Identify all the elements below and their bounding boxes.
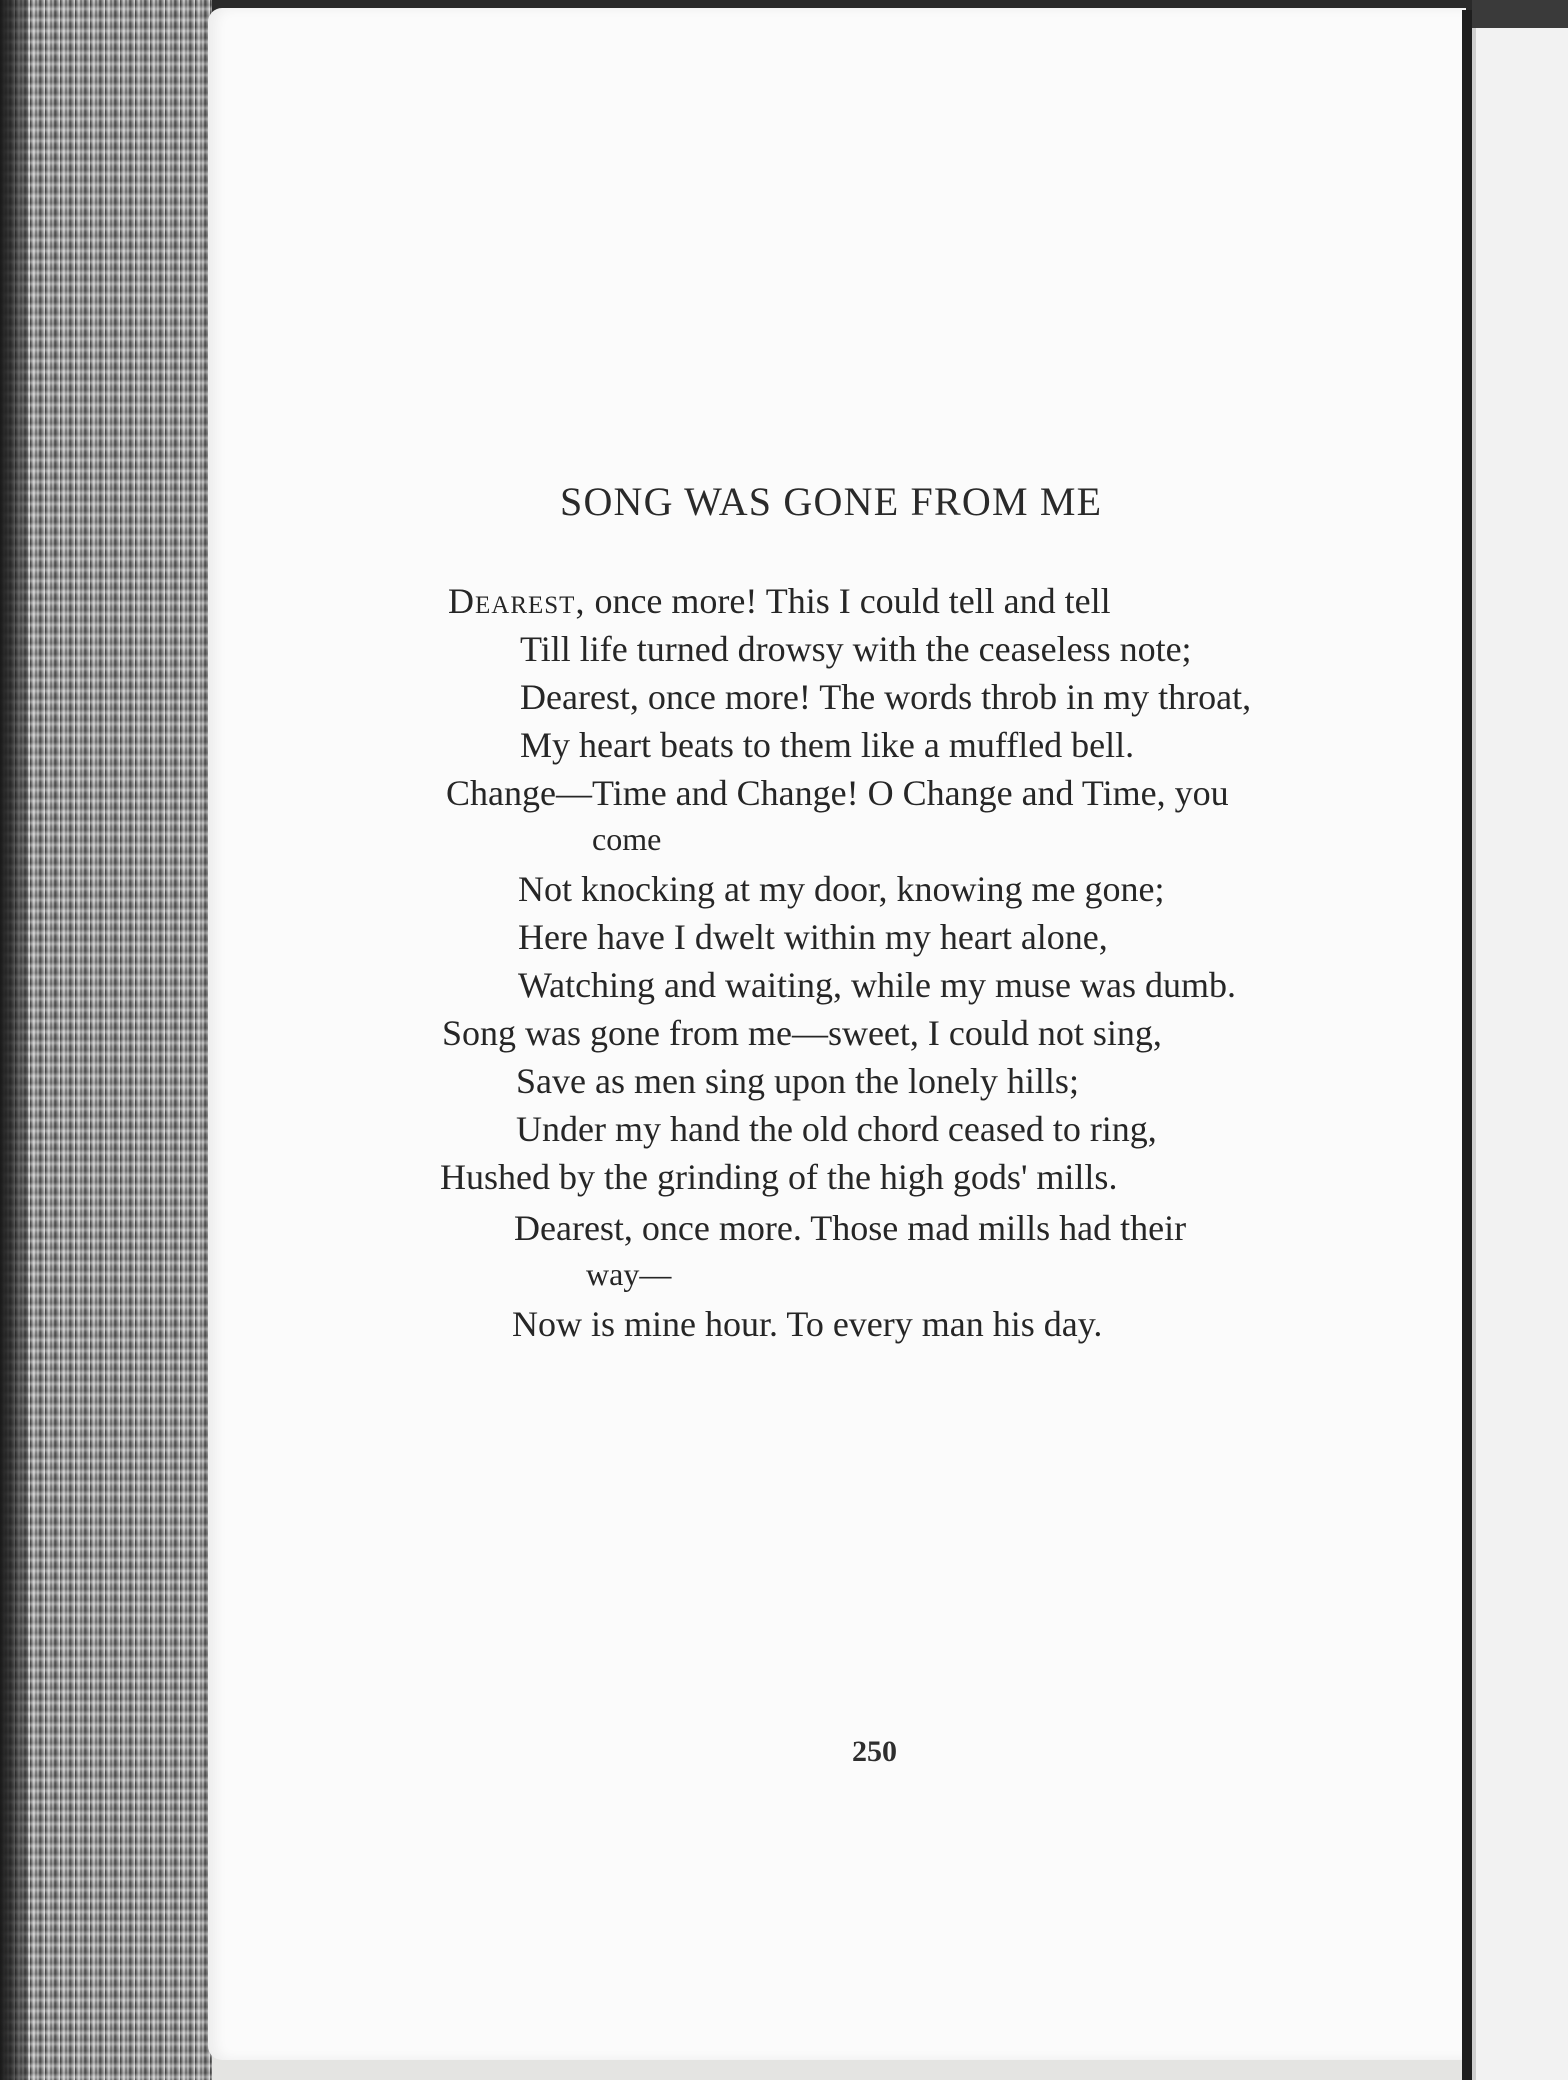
poem-line-continuation: way— — [586, 1256, 672, 1292]
poem-line: Dearest, once more. Those mad mills had their — [514, 1208, 1187, 1248]
poem-first-line-rest: once more! This I could tell and tell — [585, 581, 1111, 621]
poem-line: Under my hand the old chord ceased to ring, — [516, 1109, 1157, 1149]
poem-line: My heart beats to them like a muffled bell. — [520, 725, 1135, 765]
facing-page-shadow — [1472, 0, 1568, 30]
poem-line: Not knocking at my door, knowing me gone; — [518, 869, 1165, 909]
poem-line: Save as men sing upon the lonely hills; — [516, 1061, 1079, 1101]
poem-line: Song was gone from me—sweet, I could not sing, — [442, 1013, 1162, 1053]
poem-line: Watching and waiting, while my muse was dumb. — [518, 965, 1236, 1005]
facing-page-sliver — [1472, 28, 1568, 2080]
poem-line: Till life turned drowsy with the ceaseless note; — [520, 629, 1192, 669]
poem-line-1 — [448, 583, 1111, 619]
poem-title: SONG WAS GONE FROM ME — [560, 479, 1103, 524]
book-binding-line — [1462, 10, 1472, 2080]
poem-line: Dearest, once more! The words throb in my throat, — [520, 677, 1252, 717]
poem-line: Change—Time and Change! O Change and Time, you — [446, 773, 1229, 813]
poem-line: Now is mine hour. To every man his day. — [512, 1304, 1103, 1344]
poem-line: Here have I dwelt within my heart alone, — [518, 917, 1108, 957]
poem-line: Hushed by the grinding of the high gods' mills. — [440, 1157, 1118, 1197]
poem-line-continuation: come — [592, 821, 662, 857]
poem-first-word: Dearest, — [448, 581, 586, 621]
page-number: 250 — [852, 1735, 897, 1768]
book-page-edges — [0, 0, 212, 2080]
book-edge-shadow — [0, 0, 28, 2080]
